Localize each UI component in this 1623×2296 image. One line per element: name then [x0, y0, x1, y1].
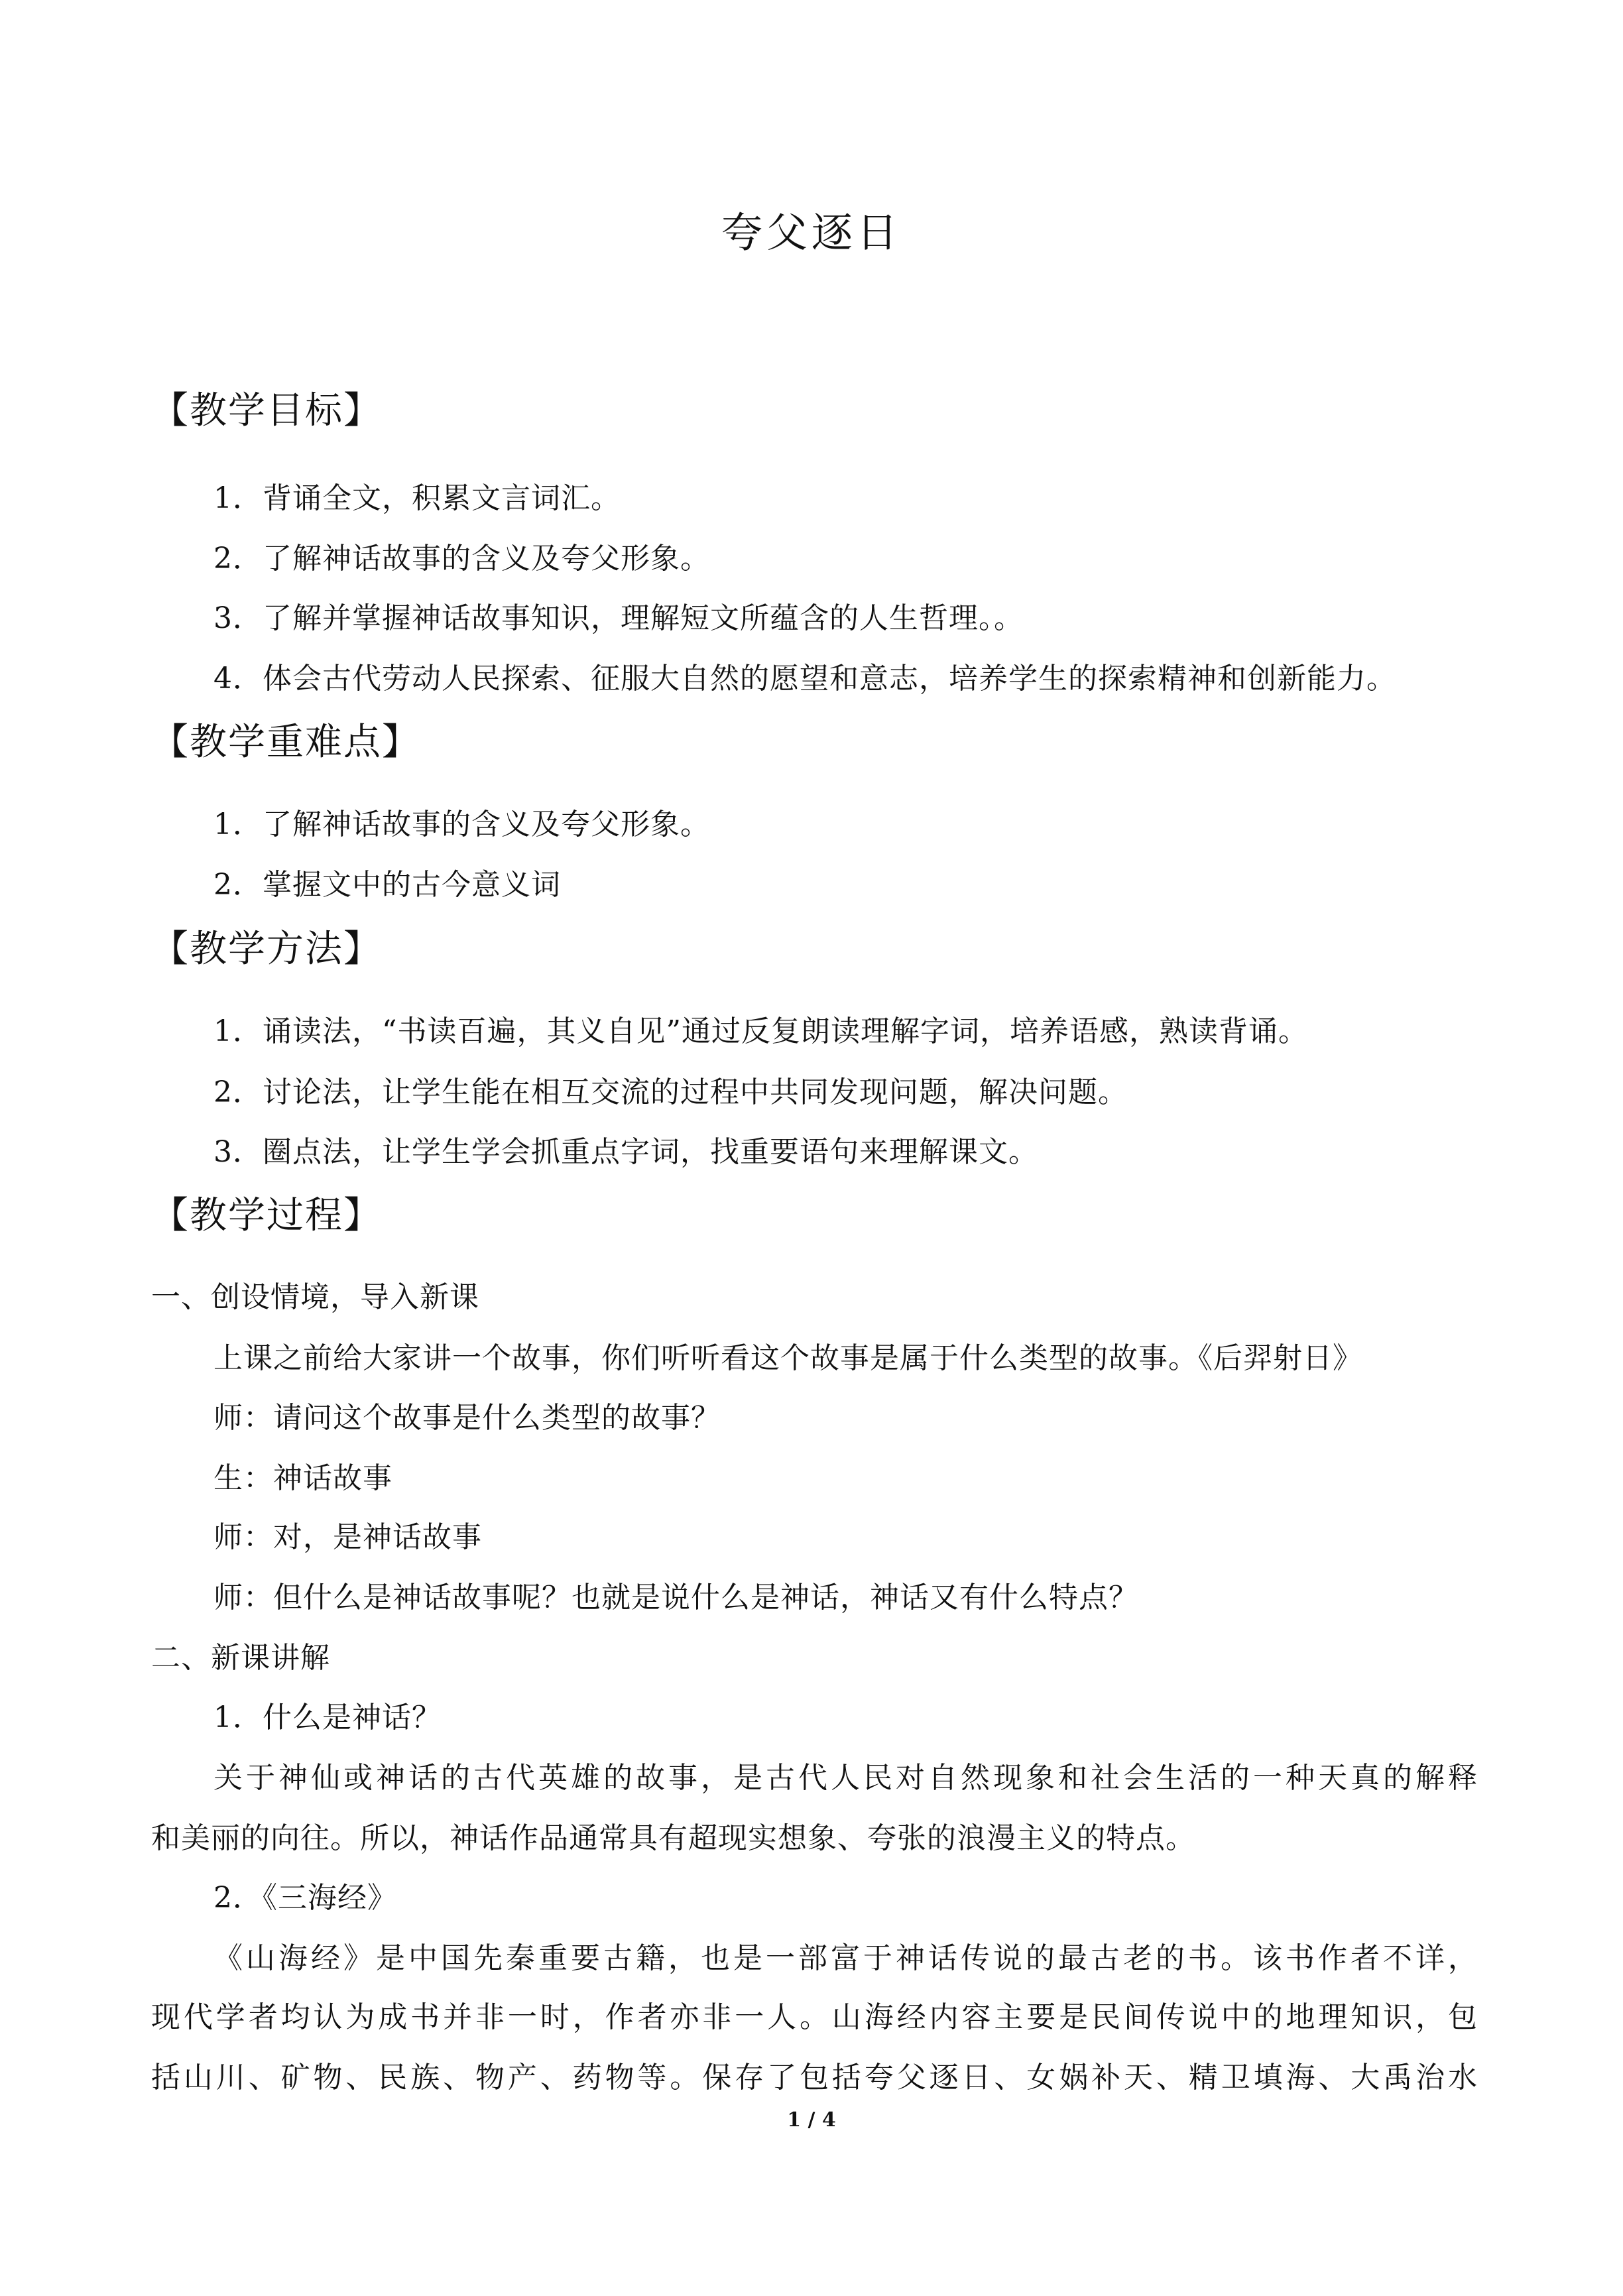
subsection-heading: 2．《三海经》: [213, 1881, 397, 1915]
goal-item: 2．了解神话故事的含义及夸父形象。: [213, 542, 710, 575]
paragraph-line: 括山川、矿物、民族、物产、药物等。保存了包括夸父逐日、女娲补天、精卫填海、大禹治水: [151, 2061, 1477, 2094]
section-heading-process: 【教学过程】: [151, 1194, 382, 1237]
process-line: 师：请问这个故事是什么类型的故事？: [213, 1401, 721, 1435]
goal-item: 3．了解并掌握神话故事知识，理解短文所蕴含的人生哲理。。: [213, 601, 1024, 635]
process-line: 师：但什么是神话故事呢？也就是说什么是神话，神话又有什么特点？: [213, 1581, 1138, 1614]
key-point-item: 2．掌握文中的古今意义词: [213, 868, 561, 902]
goal-item: 1．背诵全文，积累文言词汇。: [213, 481, 621, 515]
section-heading-key-points: 【教学重难点】: [151, 721, 420, 764]
page-title: 夸父逐日: [721, 208, 902, 257]
process-part-heading: 一、创设情境，导入新课: [151, 1280, 479, 1314]
section-heading-methods: 【教学方法】: [151, 928, 382, 971]
section-heading-goals: 【教学目标】: [151, 389, 382, 432]
key-point-item: 1．了解神话故事的含义及夸父形象。: [213, 808, 710, 841]
method-item: 1．诵读法，“书读百遍，其义自见”通过反复朗读理解字词，培养语感，熟读背诵。: [213, 1014, 1308, 1048]
method-item: 3．圈点法，让学生学会抓重点字词，找重要语句来理解课文。: [213, 1135, 1038, 1169]
process-part-heading: 二、新课讲解: [151, 1641, 330, 1675]
process-line: 师：对，是神话故事: [213, 1520, 482, 1554]
page-number: 1 / 4: [787, 2108, 836, 2132]
goal-item: 4．体会古代劳动人民探索、征服大自然的愿望和意志，培养学生的探索精神和创新能力。: [213, 662, 1396, 695]
paragraph-line: 《山海经》是中国先秦重要古籍，也是一部富于神话传说的最古老的书。该书作者不详，: [213, 1941, 1477, 1975]
paragraph-line: 现代学者均认为成书并非一时，作者亦非一人。山海经内容主要是民间传说中的地理知识，包: [151, 2000, 1477, 2034]
process-line: 生：神话故事: [213, 1461, 392, 1495]
subsection-heading: 1．什么是神话？: [213, 1701, 442, 1734]
method-item: 2．讨论法，让学生能在相互交流的过程中共同发现问题，解决问题。: [213, 1075, 1128, 1109]
paragraph-line: 关于神仙或神话的古代英雄的故事，是古代人民对自然现象和社会生活的一种天真的解释: [213, 1761, 1477, 1795]
process-line: 上课之前给大家讲一个故事，你们听听看这个故事是属于什么类型的故事。《后羿射日》: [213, 1341, 1362, 1375]
paragraph-line: 和美丽的向往。所以，神话作品通常具有超现实想象、夸张的浪漫主义的特点。: [151, 1821, 1195, 1855]
